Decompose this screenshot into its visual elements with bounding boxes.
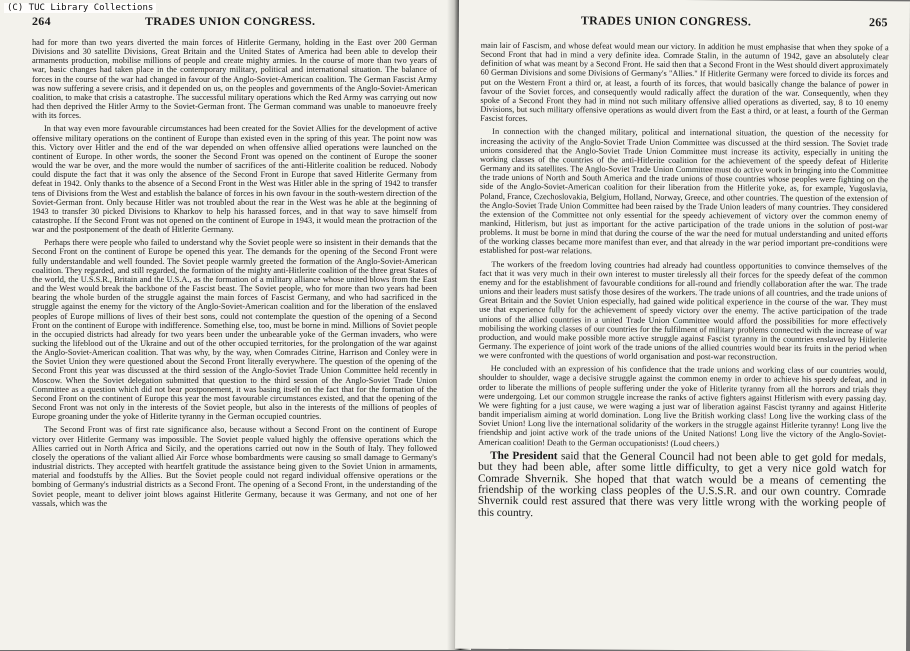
right-page-body [478,41,889,522]
paragraph: He concluded with an expression of his confidence that the trade unions and working class of our countries would, shoulder to shoulder, wage a decisive struggle against the common enemy in order to achieve his speedy defeat, and in order to liberate the millions of people suffering under the yoke of Hitlerite tyranny from all the horrors and trials they were undergoing. Let our common struggle increase the ranks of active fighters against Hitlerism with every passing day. We were fighting for a just cause, we were waging a just war of liberation against Fascist tyranny and against Hitlerite bandit imperialism aiming at world domination. Long live the British working class! Long live the working class of the Soviet Union! Long live the international solidarity of the workers in the struggle against Hitlerite tyranny! Long live the friendship and joint active work of the trade unions of the United Nations! Long live the victory of the Anglo-Soviet-American coalition! Death to the German occupationists! (Loud cheers.) [478,364,887,448]
president-remarks [478,450,886,521]
president-remarks-text: said that the General Council had not been able to get gold for medals, but they had been able, after some little difficulty, to get a very nice gold watch for Comrade Shvernik. She hoped that that watch would be a means of cementing the friendship of the working class peoples of the U.S.S.R. and our own country. Comrade Shvernik could rest assured that there was very little wrong with the working people of this country. [477,449,887,519]
right-running-title: TRADES UNION CONGRESS. [580,13,752,29]
paragraph: The Second Front was of first rate significance also, because without a Second Front on the continent of Europe victory over Hitlerite Germany was impossible. The Soviet people valued highly the offensive operations which the Allies carried out in North Africa and Sicily, and the operations carried out now in the South of Italy. They followed closely the operations of the valiant allied Air Force whose bombardments were causing so small damage to Germany's industrial districts. They accepted with heartfelt gratitude the assistance being given to the Soviet Union in armaments, material and foodstuffs by the Allies. But the Soviet people could not regard individual offensive operations or the bombing of Germany's industrial districts as a Second Front. The opening of a Second Front, in the understanding of the Soviet people, meant to deliver joint blows against Hitlerite Germany, because it was Germany, and not one of her vassals, which was the [32,425,437,508]
left-page [0,0,455,650]
right-page-header [459,13,910,30]
paragraph: The workers of the freedom loving countries had already had countless opportunities to convince themselves of the fact that it was very much in their own interest to muster tirelessly all their forces for the speedy defeat of the common enemy and for the establishment of favourable conditions for all-round and friendly collaboration after the war. The trade unions and their leaders must satisfy those desires of the workers. The trade unions of all countries, and the trade unions of Great Britain and the Soviet Union especially, had gained wide political experience in the course of the war. They must use that experience fully for the achievement of speedy victory over the enemy. The active participation of the trade unions of the allied countries in a united Trade Union Committee would afford the possibilities for more effectively mobilising the working classes of our countries for the fulfilment of military problems connected with the increase of war production, and would make possible more active struggle against Fascist tyranny in the countries enslaved by Hitlerite Germany. The experience of joint work of the trade unions of the allied countries would bear its fruits in the period when we were confronted with the questions of world organisation and post-war reconstruction. [478,259,888,362]
paragraph: had for more than two years diverted the main forces of Hitlerite Germany, holding in the East over 200 German Divisions and 30 satellite Divisions, Great Britain and the United States of America had been able to develop their armaments production, mobilise millions of people and create mighty armies. In the course of more than two years of war, basic changes had taken place in the contemporary military, political and international situation. The balance of forces in the course of the war had changed in favour of the Anglo-Soviet-American coalition. The German Fascist Army was now suffering a severe crisis, and it depended on us, on the peoples and governments of the Anglo-Soviet-American coalition, to make that crisis a catastrophe. The successful military operations which the Red Army was carrying out now had then deprived the Hitler Army to the Soviet-German front. The German command was unable to manoeuvre freely with its forces. [32,38,437,121]
left-page-number: 264 [32,14,51,28]
left-running-title: TRADES UNION CONGRESS. [145,14,316,28]
left-page-body [32,38,437,508]
copyright-watermark: (C) TUC Library Collections [4,3,156,13]
speaker-name: The President [490,449,558,462]
paragraph: main lair of Fascism, and whose defeat would mean our victory. In addition he must emphasise that when they spoke of a Second Front that had in mind a very definite idea. Comrade Stalin, in the autumn of 1942, gave an absolutely clear definition of what was meant by a Second Front. He said then that a Second Front in the West should divert approximately 60 German Divisions and some Divisions of Germany's "Allies." If Hitlerite Germany were forced to divide its forces and put on the Western Front a third or, at least, a fourth of its forces, that would basically change the balance of power in favour of the Soviet forces, and consequently would radically affect the duration of the war. Consequently, when they spoke of a Second Front they had in mind not such military offensive allied operations as diverted, say, 8 to 10 enemy Divisions, but such military offensive operations as would divert from the East a third, or at least, a fourth of the German Fascist forces. [480,40,889,124]
paragraph: Perhaps there were people who failed to understand why the Soviet people were so insistent in their demands that the Second Front on the continent of Europe be opened this year. The demands for the opening of the Second Front were fully understandable and well founded. The Soviet people warmly greeted the formation of the Anglo-Soviet-American coalition. They regarded, and still regarded, the formation of the mighty anti-Hitlerite coalition of the three great States of the world, the U.S.S.R., Britain and the U.S.A., as the formation of a military alliance whose united blows from the East and the West would break the backbone of the Fascist beast. The Soviet people, who for more than two years had been bearing the whole burden of the struggle against the main forces of Fascist Germany, and who had sacrificed in the struggle against the enemy for the victory of the Anglo-Soviet-American coalition and for the liberation of the enslaved peoples of Europe millions of lives of their best sons, could not contemplate the question of the opening of a Second Front on the continent of Europe with indifference. Something else, too, must be borne in mind. Millions of Soviet people in the occupied districts had already for two years been under the unbearable yoke of the German invaders, who were sucking the lifeblood out of the Ukraine and out of the other occupied territories, for the prolongation of the war against the Anglo-Soviet-American coalition. That was why, by the way, when Comrades Citrine, Harrison and Conley were in the Soviet Union they were questioned about the Second Front literally everywhere. The question of the opening of the Second Front this year was discussed at the third session of the Anglo-Soviet Trade Union Committee held recently in Moscow. When the Soviet delegation submitted that question to the third session of the Anglo-Soviet Trade Union Committee as a question which did not bear postponement, it was basing itself on the fact that for the formation of the Second Front on the continent of Europe this year the most favourable circumstances existed, and that the opening of the Second Front was not only in the interests of the Soviet people, but also in the interests of the millions of peoples of Europe groaning under the yoke of Hitlerite tyranny in the German occupied countries. [32,238,437,422]
right-page [455,0,910,651]
paragraph: In connection with the changed military, political and international situation, the question of the necessity for increasing the activity of the Anglo-Soviet Trade Union Committee was discussed at the third session. The Soviet trade unions considered that the Anglo-Soviet Trade Union Committee must increase its activity, especially in uniting the working classes of the countries of the anti-Hitlerite coalition for the achievement of the speedy defeat of Hitlerite Germany and its satellites. The Anglo-Soviet Trade Union Committee must do active work in bringing into the Committee the trade unions of North and South America and the trade unions of those countries whose peoples were fighting on the side of the Anglo-Soviet-American coalition for their liberation from the Hitlerite yoke, as, for example, Yugoslavia, Poland, France, Czechoslovakia, Belgium, Holland, Norway, Greece, and other countries. The question of the extension of the Anglo-Soviet Trade Union Committee had been raised by the Trade Union leaders of many countries. They considered the extension of the Committee not only essential for the speedy achievement of victory over the common enemy of mankind, Hitlerism, but just as important for the active participation of the trade unions in the solution of post-war problems. It must be borne in mind that during the course of the war the need for mutual understanding and united efforts of the working classes became more manifest than ever, and that already in the war period important pre-conditions were established for post-war relations. [479,127,889,256]
paragraph: In that way even more favourable circumstances had been created for the Soviet Allies for the development of active offensive military operations on the continent of Europe than existed even in the spring of this year. The point now was this. Victory over Hitler and the end of the war depended on when offensive allied operations were launched on the continent of Europe. In other words, the sooner the Second Front was opened on the continent of Europe the sooner would the war be over, and the more would the number of sacrifices of the anti-Hitlerite coalition be reduced. Nobody could dispute the fact that it was only the absence of the Second Front in Europe that saved Hitlerite Germany from defeat in 1942. Only thanks to the absence of a Second Front in the West was Hitler able in the spring of 1942 to transfer tens of Divisions from the West and establish the balance of forces in his own favour in the south-western direction of the Soviet-German front. Only because Hitler was not troubled about the rear in the West was he able at the beginning of 1943 to transfer 30 picked Divisions to Kharkov to help his harassed forces, and in that way to save himself from catastrophe. If the Second Front was not opened on the continent of Europe in 1943, it would mean the protraction of the war and the postponement of the death of Hitlerite Germany. [32,124,437,235]
right-page-number: 265 [868,15,888,30]
